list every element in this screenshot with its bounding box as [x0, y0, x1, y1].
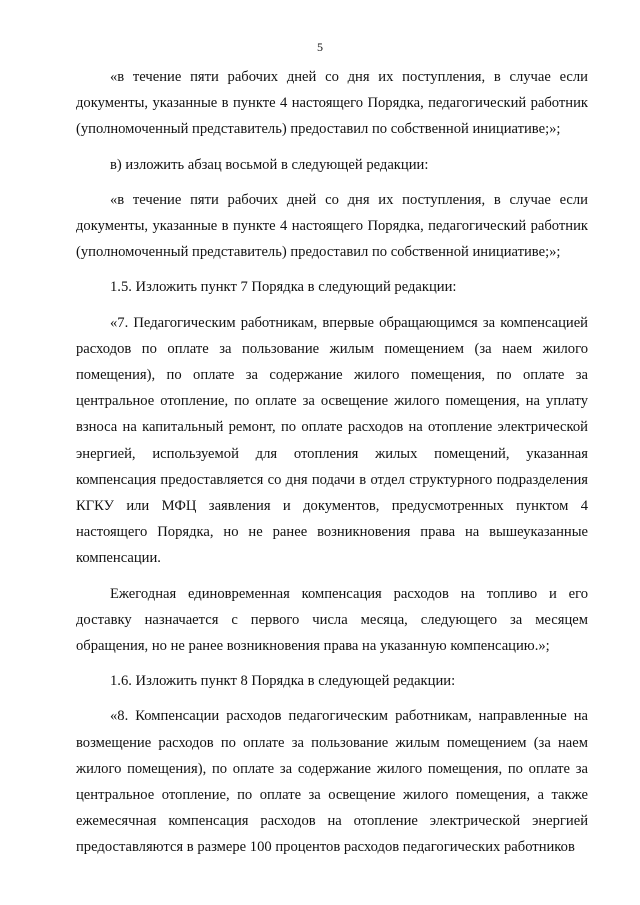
paragraph-subitem-v: в) изложить абзац восьмой в следующей редакции:	[110, 156, 429, 173]
paragraph-quote-item-2: «в течение пяти рабочих дней со дня их поступления, в случае если документы, указанные в пункте 4 настоящего Порядка, педагогический работник (уполномоченный представитель) предоставил по собственной инициативе;»;	[76, 191, 588, 261]
paragraph-point-7: «7. Педагогическим работникам, впервые обращающимся за компенсацией расходов по оплате за пользование жилым помещением (за наем жилого помещения), по оплате за содержание жилого помещения, по оплате за центральное отопление, по оплате за освещение жилого помещения, на уплату взноса на капитальный ремонт, по оплате расходов на отопление электрической энергией, используемой для отопления жилых помещений, указанная компенсация предоставляется со дня подачи в отдел структурного подразделения КГКУ или МФЦ заявления и документов, предусмотренных пунктом 4 настоящего Порядка, но не ранее возникновения права на вышеуказанные компенсации.	[76, 314, 588, 567]
document-body	[76, 64, 588, 870]
paragraph-quote-item-1: «в течение пяти рабочих дней со дня их поступления, в случае если документы, указанные в пункте 4 настоящего Порядка, педагогический работник (уполномоченный представитель) предоставил по собственной инициативе;»;	[76, 69, 588, 138]
paragraph-annual-compensation: Ежегодная единовременная компенсация расходов на топливо и его доставку назначается с первого числа месяца, следующего за месяцем обращения, но не ранее возникновения права на указанную компенсацию.»;	[76, 585, 588, 655]
paragraph-item-1-5: 1.5. Изложить пункт 7 Порядка в следующий редакции:	[110, 279, 457, 296]
page-number: 5	[317, 40, 323, 54]
paragraph-item-1-6: 1.6. Изложить пункт 8 Порядка в следующей редакции:	[110, 673, 456, 690]
paragraph-point-8: «8. Компенсации расходов педагогическим работникам, направленные на возмещение расходов по оплате за пользование жилым помещением (за наем жилого помещения), по оплате за содержание жилого помещения, по оплате за центральное отопление, по оплате за освещение жилого помещения, а также ежемесячная компенсация расходов на отопление электрической энергией предоставляются в размере 100 процентов расходов педагогических работников	[76, 708, 588, 856]
